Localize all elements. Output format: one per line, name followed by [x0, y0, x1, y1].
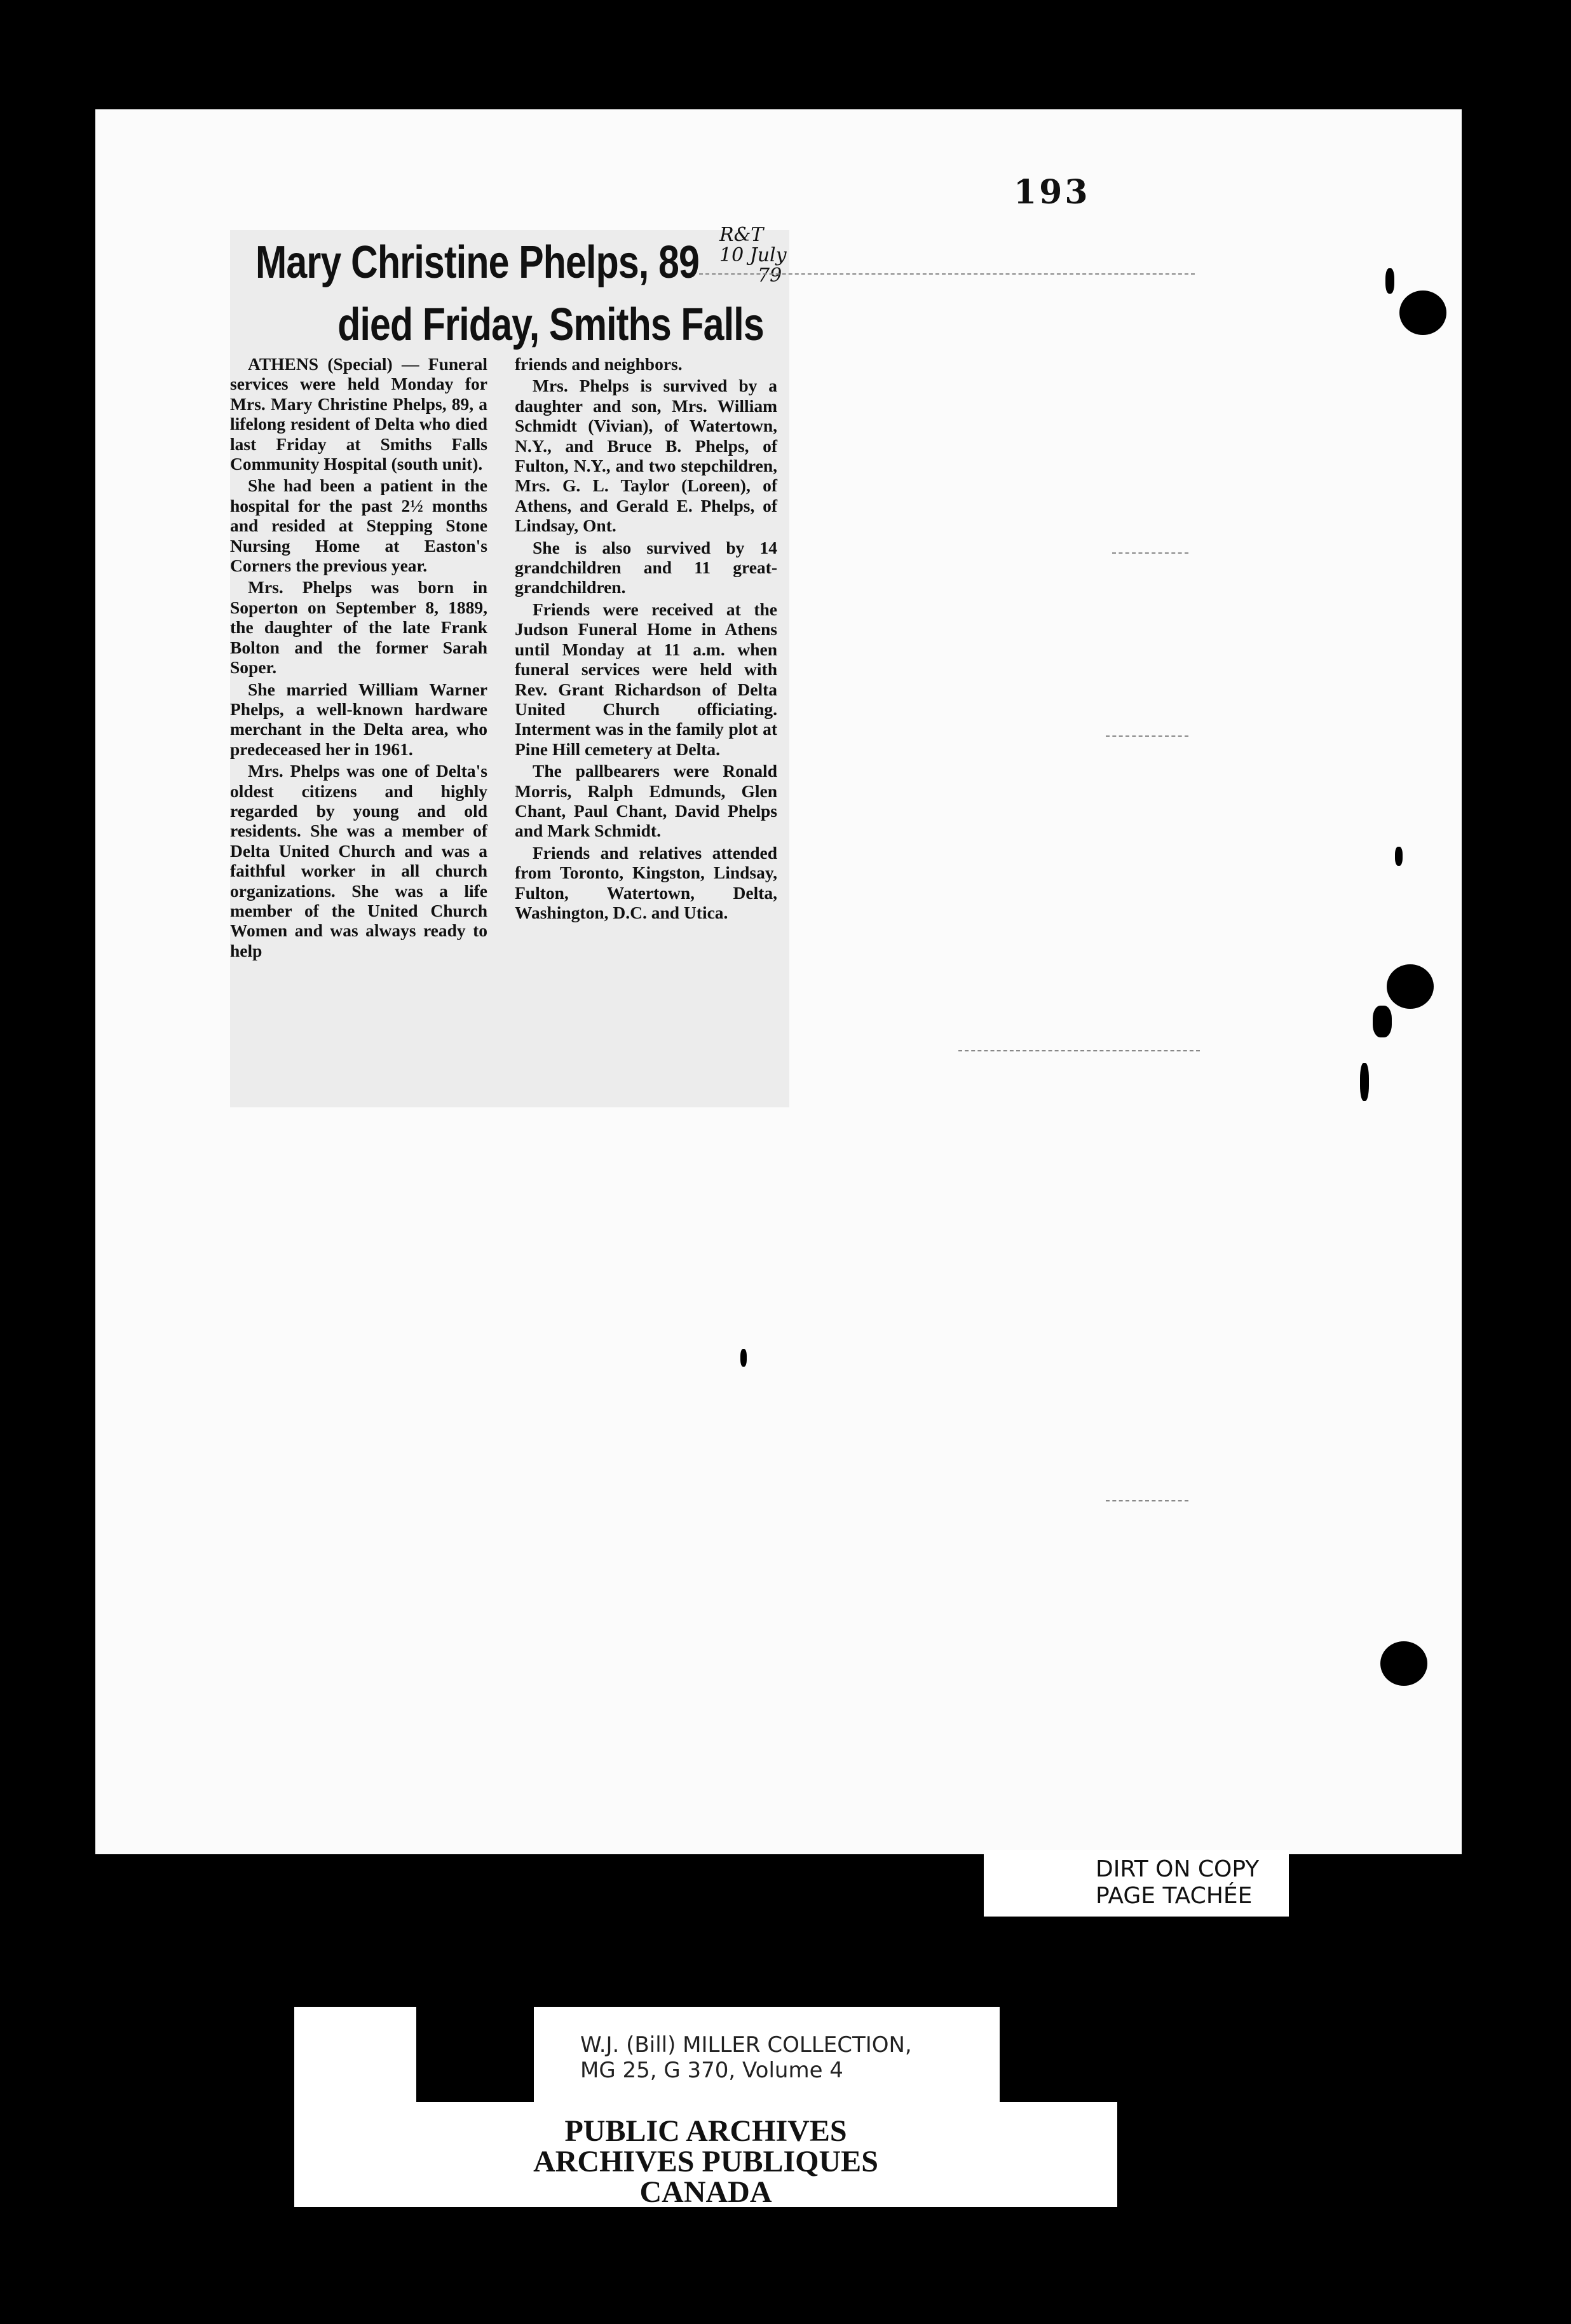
scan-mark	[1106, 1500, 1188, 1503]
scan-mark	[958, 1050, 1200, 1053]
label-notch-left	[416, 2007, 534, 2102]
article-paragraph: She married William Warner Phelps, a well-known hardware merchant in the Delta area, who predeceased her in 1961.	[230, 679, 487, 759]
punch-hole-top	[1399, 290, 1446, 335]
article-column-2	[515, 354, 777, 924]
scanned-page	[95, 109, 1462, 1854]
punch-hole-middle	[1387, 964, 1434, 1009]
label-notch-right	[1000, 2007, 1117, 2102]
edge-speck	[1385, 268, 1394, 294]
scan-mark	[1106, 735, 1188, 738]
collection-line-2: MG 25, G 370, Volume 4	[580, 2058, 843, 2083]
handwritten-date-note	[719, 225, 808, 286]
page-number: 193	[1014, 173, 1091, 212]
collection-reference	[580, 2032, 912, 2083]
archives-name	[294, 2116, 1117, 2208]
edge-speck	[1373, 1006, 1392, 1037]
archives-line-3: CANADA	[639, 2175, 772, 2209]
article-column-1	[230, 354, 487, 962]
dirt-label-line-2: PAGE TACHÉE	[1096, 1883, 1253, 1909]
scan-mark	[1112, 552, 1188, 555]
archives-line-2: ARCHIVES PUBLIQUES	[533, 2145, 878, 2178]
article-paragraph: Mrs. Phelps was one of Delta's oldest citizens and highly regarded by young and old residents. She was a member of Delta United Church and was a faithful worker in all church organizations. She was a life member of the United Church Women and was always ready to help	[230, 761, 487, 960]
article-paragraph: ATHENS (Special) — Funeral services were held Monday for Mrs. Mary Christine Phelps, 89, a lifelong resident of Delta who died last Friday at Smiths Falls Community Hospital (south unit).	[230, 354, 487, 474]
dirt-label-line-1: DIRT ON COPY	[1096, 1856, 1260, 1882]
headline-line-1: Mary Christine Phelps, 89	[255, 237, 700, 288]
article-paragraph: Friends were received at the Judson Funeral Home in Athens until Monday at 11 a.m. when funeral services were held with Rev. Grant Richardson of Delta United Church officiating. Interment was in the family plot at Pine Hill cemetery at Delta.	[515, 599, 777, 759]
article-paragraph: The pallbearers were Ronald Morris, Ralph Edmunds, Glen Chant, Paul Chant, David Phelps and Mark Schmidt.	[515, 761, 777, 841]
article-paragraph: Friends and relatives attended from Toronto, Kingston, Lindsay, Fulton, Watertown, Delta, Washington, D.C. and Utica.	[515, 842, 777, 922]
collection-line-1: W.J. (Bill) MILLER COLLECTION,	[580, 2032, 912, 2058]
handwritten-note-line-3: 79	[758, 264, 782, 287]
article-paragraph: Mrs. Phelps was born in Soperton on September 8, 1889, the daughter of the late Frank Bolton and the former Sarah Soper.	[230, 577, 487, 678]
punch-hole-bottom	[1380, 1641, 1427, 1686]
edge-speck	[1360, 1063, 1369, 1101]
archives-line-1: PUBLIC ARCHIVES	[564, 2114, 847, 2148]
edge-speck	[740, 1349, 747, 1367]
archives-label	[294, 2007, 1117, 2207]
edge-speck	[1395, 847, 1403, 866]
article-paragraph: She had been a patient in the hospital for the past 2½ months and resided at Stepping Stone Nursing Home at Easton's Corners the previous year.	[230, 475, 487, 576]
scan-mark	[699, 273, 1195, 276]
newspaper-clipping	[230, 224, 789, 1107]
dirt-on-copy-label	[984, 1850, 1289, 1917]
headline-line-2: died Friday, Smiths Falls	[337, 299, 764, 350]
handwritten-note-line-1: R&T	[719, 224, 764, 246]
article-paragraph: Mrs. Phelps is survived by a daughter and son, Mrs. William Schmidt (Vivian), of Watertown, N.Y., and Bruce B. Phelps, of Fulton, N.Y., and two stepchildren, Mrs. G. L. Taylor (Loreen), of Athens, and Gerald E. Phelps, of Lindsay, Ont.	[515, 376, 777, 536]
article-paragraph: friends and neighbors.	[515, 354, 683, 374]
headline	[243, 230, 777, 351]
handwritten-note-line-2: 10 July	[719, 244, 787, 266]
article-paragraph: She is also survived by 14 grandchildren and 11 great-grandchildren.	[515, 537, 777, 598]
